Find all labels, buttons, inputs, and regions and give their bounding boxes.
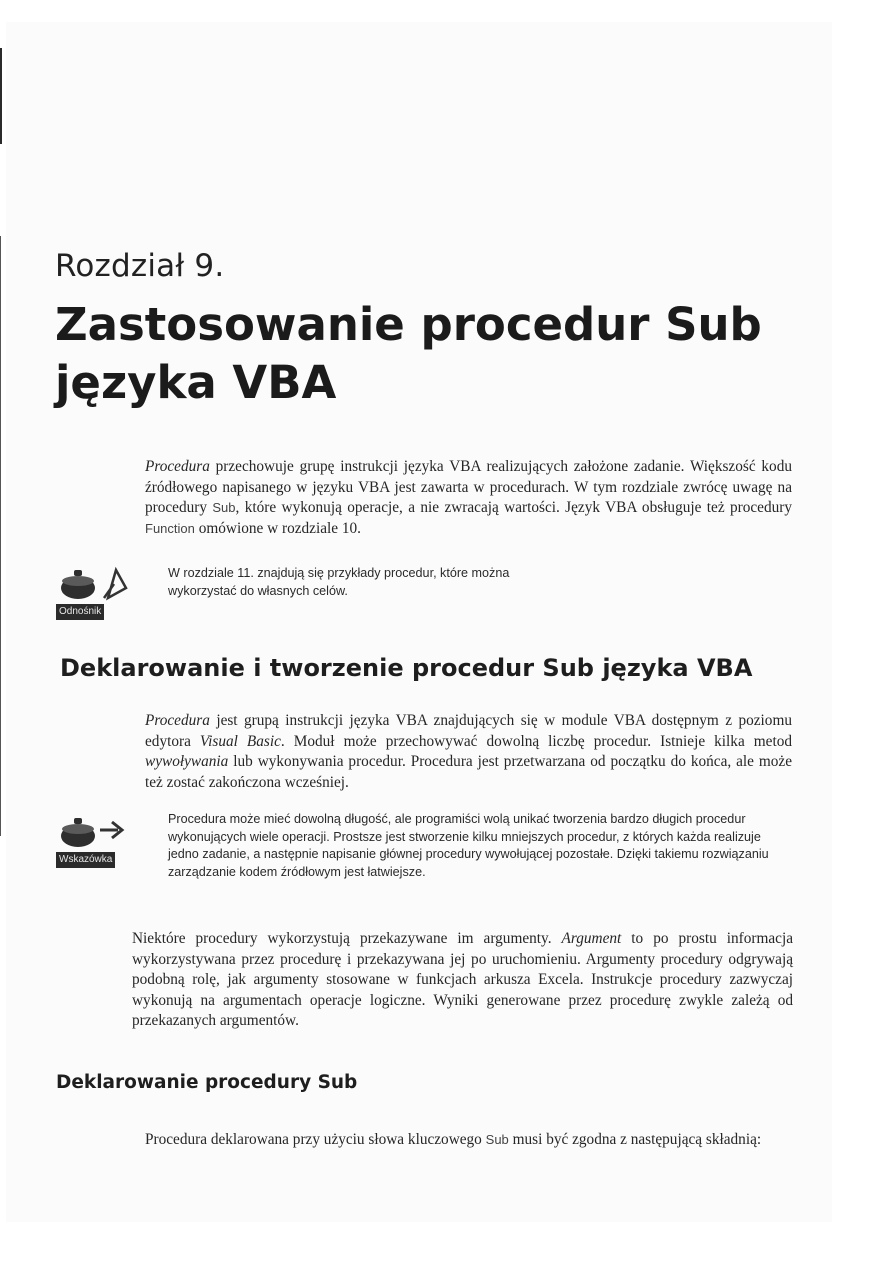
reference-note-icon (56, 558, 146, 620)
scan-edge-mark-bottom (0, 236, 1, 836)
tip-note-icon (56, 806, 146, 868)
intro-text-1: przechowuje grupę instrukcji języka VBA realizujących założone zadanie. Większość kodu źródłowego napisanego w języku VBA jest zawarta w procedurach. W tym rozdziale zwrócę uwagę na procedury (145, 458, 792, 516)
section2-text-1: Procedura deklarowana przy użyciu słowa kluczowego (145, 1131, 486, 1148)
section1-text-1: jest grupą instrukcji języka VBA znajdujących się w module VBA dostępnym z poziomu edytora (145, 712, 792, 750)
section1-paragraph-1 (145, 711, 792, 793)
section-heading-declaring-sub: Deklarowanie procedury Sub (56, 1072, 358, 1093)
intro-term: Procedura (145, 458, 210, 475)
section2-text-2: musi być zgodna z następującą składnią: (508, 1131, 762, 1148)
chapter-title-line-2: języka VBA (55, 356, 337, 409)
reference-note-label: Odnośnik (56, 604, 104, 620)
chapter-label: Rozdział 9. (55, 248, 225, 284)
section-heading-declaring-creating: Deklarowanie i tworzenie procedur Sub języka VBA (60, 654, 753, 682)
section1-text-3: lub wykonywania procedur. Procedura jest przetwarzana od początku do końca, ale może też zostać zakończona wcześniej. (145, 753, 792, 791)
reference-note-text: W rozdziale 11. znajdują się przykłady procedur, które można wykorzystać do własnych celów. (168, 566, 510, 598)
section1-term-argument: Argument (561, 930, 622, 947)
intro-text-2: , które wykonują operacje, a nie zwracają wartości. Język VBA obsługuje też procedury (235, 499, 792, 516)
intro-code-function: Function (145, 520, 195, 536)
tip-note-text: Procedura może mieć dowolną długość, ale programiści wolą unikać tworzenia bardzo długich procedur wykonujących wiele operacji. Prostsze jest stworzenie kilku mniejszych procedur, z których każda realizuje jedno zadanie, a następnie napisanie głównej procedury wywołującej pozostałe. Dzięki takiemu rozwiązaniu zarządzanie kodem źródłowym jest łatwiejsze. (168, 812, 769, 879)
section1-para2-text-2: to po prostu informacja wykorzystywana przez procedurę i przekazywana jej po uruchomieniu. Argumenty procedury odgrywają podobną rolę, jak argumenty stosowane w funkcjach arkusza Excela. Instrukcje procedury zazwyczaj wykonują na argumentach operacje logiczne. Wyniki generowane przez procedurę zwykle zależą od przekazanych argumentów. (132, 930, 793, 1029)
section2-paragraph-1 (145, 1130, 793, 1151)
book-page (6, 22, 832, 1222)
section1-term-calling: wywoływania (145, 753, 229, 770)
section1-paragraph-2 (132, 929, 793, 1032)
section1-term-procedure: Procedura (145, 712, 210, 729)
section2-code-sub: Sub (485, 1132, 509, 1147)
intro-code-sub: Sub (212, 500, 236, 515)
pot-arrow-icon (56, 806, 146, 856)
section1-text-2: . Moduł może przechowywać dowolną liczbę procedur. Istnieje kilka metod (280, 732, 792, 750)
section1-term-visual-basic: Visual Basic (199, 732, 281, 750)
intro-text-3: omówione w rozdziale 10. (194, 519, 361, 537)
tip-note-label: Wskazówka (56, 852, 115, 868)
scan-edge-mark-top (0, 48, 2, 144)
pot-icon (56, 558, 146, 608)
chapter-title (55, 296, 815, 412)
chapter-title-line-1: Zastosowanie procedur Sub (55, 298, 762, 351)
intro-paragraph (145, 457, 792, 539)
section1-para2-text-1: Niektóre procedury wykorzystują przekazywane im argumenty. (132, 930, 562, 947)
